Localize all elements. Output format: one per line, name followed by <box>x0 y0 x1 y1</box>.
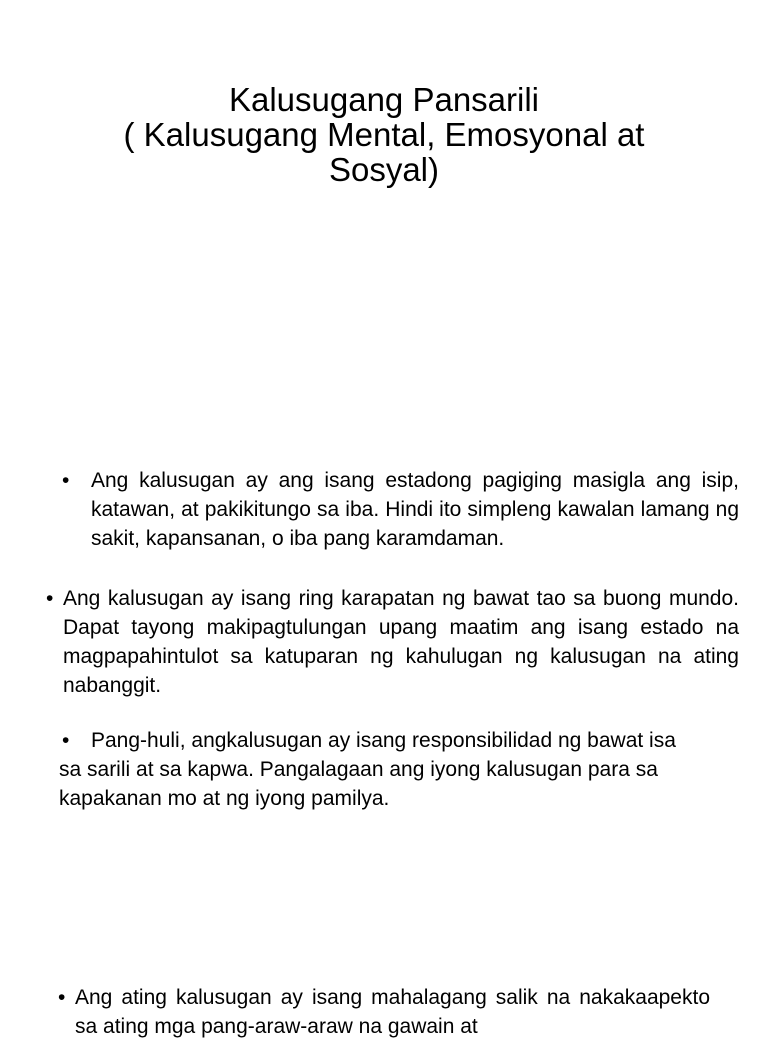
bullet-icon: • <box>62 469 70 492</box>
title-line-1: Kalusugang Pansarili <box>228 81 540 118</box>
paragraph-text: Ang kalusugan ay isang ring karapatan ng bawat tao sa buong mundo. Dapat tayong makipagtulungan upang maatim ang isang estado na magpapahintulot sa katuparan ng kahulugan ng kalusugan na ating nabanggit. <box>63 587 739 697</box>
title-line-3: Sosyal) <box>328 151 440 188</box>
paragraph-line: sa sarili at sa kapwa. Pangalagaan ang iyong kalusugan para sa <box>59 758 658 781</box>
bullet-icon: • <box>46 587 54 610</box>
bullet-paragraph-3 <box>59 726 722 813</box>
bullet-icon: • <box>62 729 70 752</box>
bullet-paragraph-2 <box>46 584 739 700</box>
paragraph-line: kapakanan mo at ng iyong pamilya. <box>59 787 390 810</box>
page-title <box>0 82 768 187</box>
title-line-2: ( Kalusugang Mental, Emosyonal at <box>123 116 645 153</box>
bullet-icon: • <box>58 986 66 1009</box>
bullet-paragraph-4 <box>58 983 710 1041</box>
paragraph-text: Ang kalusugan ay ang isang estadong pagiging masigla ang isip, katawan, at pakikitungo sa iba. Hindi ito simpleng kawalan lamang ng sakit, kapansanan, o iba pang karamdaman. <box>91 469 739 550</box>
paragraph-line-text: Pang-huli, angkalusugan ay isang responsibilidad ng bawat isa <box>91 729 676 752</box>
paragraph-text: Ang ating kalusugan ay isang mahalagang salik na nakakaapekto sa ating mga pang-araw-araw na gawain at <box>75 986 710 1038</box>
bullet-paragraph-1 <box>62 466 739 553</box>
paragraph-line <box>62 726 722 755</box>
